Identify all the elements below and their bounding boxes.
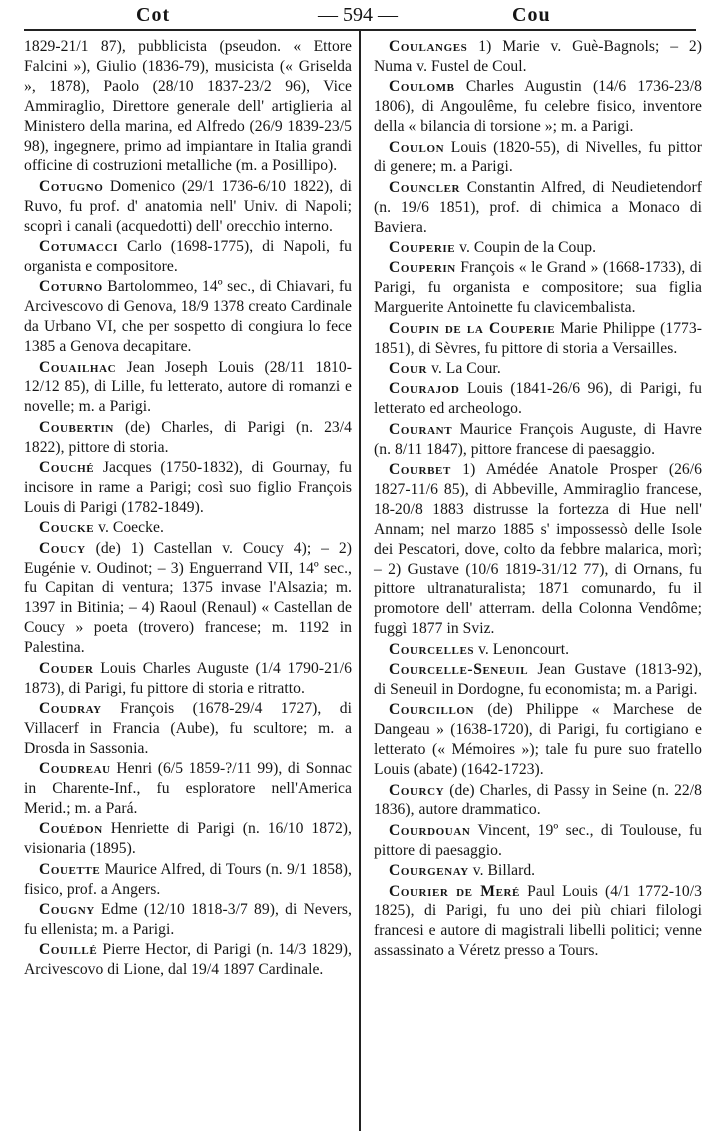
dictionary-entry: Courcillon (de) Philippe « Marchese de Dangeau » (1638-1720), di Parigi, fu cortigiano e letterato (« Mémoires »); tale fu pure suo fratello Louis (abate) (1642-1723). — [374, 701, 702, 779]
entry-headword: Couillé — [39, 941, 98, 959]
header-left-word: Cot — [136, 4, 171, 26]
dictionary-entry: Coucke v. Coecke. — [39, 519, 164, 537]
entry-headword: Coulomb — [389, 78, 455, 96]
entry-headword: Couché — [39, 459, 95, 477]
entry-headword: Coudreau — [39, 760, 111, 778]
entry-headword: Coturno — [39, 278, 103, 296]
dictionary-entry: Courcelle-Seneuil Jean Gustave (1813-92), di Seneuil in Dordogne, fu economista; m. a Parigi. — [374, 661, 703, 698]
dictionary-entry: Couder Louis Charles Auguste (1/4 1790-21/6 1873), di Parigi, fu pittore di storia e ritratto. — [24, 659, 352, 697]
entry-headword: Courgenay — [389, 862, 469, 880]
entry-headword: Courcillon — [389, 701, 475, 719]
entry-headword: Cour — [389, 360, 428, 377]
dictionary-entry: Couperin François « le Grand » (1668-1733), di Parigi, fu organista e compositore; sua figlia Marguerite Antoinette fu clavicembalista. — [374, 259, 702, 317]
column-divider — [359, 31, 361, 1131]
dictionary-entry: Courbet 1) Amédée Anatole Prosper (26/6 1827-11/6 85), di Abbeville, Ammiraglio francese, 18-20/8 1883 distrusse la fortezza di Hue nell' Annam; nel marzo 1885 s' impossessò delle Isole dei Pescatori, dove, colto da febbre malarica, morì; – 2) Gustave (10/6 1819-31/12 77), di Ornans, fu pittore ultranaturalista; 1871 comunardo, fu il promotore dell' atterram. della Colonna Vendôme; fuggì 1877 in Sviz. — [374, 461, 702, 638]
entry-headword: Couailhac — [39, 358, 117, 376]
entry-headword: Courajod — [389, 380, 460, 398]
entry-headword: Coupin de la Couperie — [389, 319, 556, 337]
entry-headword: Couette — [39, 860, 101, 878]
dictionary-entry: Cour v. La Cour. — [389, 360, 501, 377]
dictionary-entry: Courcy (de) Charles, di Passy in Seine (n. 22/8 1836), autore drammatico. — [374, 781, 702, 819]
right-column — [374, 37, 702, 962]
dictionary-entry: Cougny Edme (12/10 1818-3/7 89), di Nevers, fu ellenista; m. a Parigi. — [24, 900, 352, 938]
dictionary-entry: Courier de Meré Paul Louis (4/1 1772-10/3 1825), di Parigi, fu uno dei più chiari filologi francesi e autore di magistrali libelli politici; venne assassinato a Véretz presso a Tours. — [374, 882, 702, 960]
entry-headword: Coubertin — [39, 418, 114, 436]
entry-headword: Coucy — [39, 539, 86, 557]
page-number: — 594 — — [318, 4, 398, 26]
entry-headword: Courcelle-Seneuil — [389, 661, 529, 679]
left-column — [24, 37, 352, 981]
entry-headword: Courant — [389, 420, 453, 438]
dictionary-entry: Cotugno Domenico (29/1 1736-6/10 1822), di Ruvo, fu prof. d' anatomia nell' Univ. di Napoli; scoprì i canali (acquedotti) dell' orecchio interno. — [24, 177, 352, 235]
dictionary-entry: Couette Maurice Alfred, di Tours (n. 9/1 1858), fisico, prof. a Angers. — [24, 860, 352, 898]
dictionary-entry: 1829-21/1 87), pubblicista (pseudon. « Ettore Falcini »), Giulio (1836-79), musicista (« Griselda », 1878), Paolo (28/10 1837-23/2 96), Vice Ammiraglio, Direttore generale dell' artiglieria al Ministero della marina, ed Alfredo (26/9 1839-23/5 98), ingegnere, primo ad impiantare in Italia grandi officine di costruzioni metalliche (m. a Posillipo). — [24, 38, 352, 175]
dictionary-entry: Councler Constantin Alfred, di Neudietendorf (n. 19/6 1851), prof. di chimica a Monaco di Baviera. — [374, 178, 702, 236]
header-right-word: Cou — [512, 4, 551, 26]
dictionary-entry: Coupin de la Couperie Marie Philippe (1773-1851), di Sèvres, fu pittore di storia a Versailles. — [374, 319, 702, 357]
dictionary-entry: Couailhac Jean Joseph Louis (28/11 1810-12/12 85), di Lille, fu letterato, autore di romanzi e novelle; m. a Parigi. — [24, 358, 352, 416]
dictionary-entry: Courajod Louis (1841-26/6 96), di Parigi, fu letterato ed archeologo. — [374, 380, 702, 418]
dictionary-entry: Courdouan Vincent, 19º sec., di Toulouse, fu pittore di paesaggio. — [374, 821, 702, 859]
dictionary-entry: Cotumacci Carlo (1698-1775), di Napoli, fu organista e compositore. — [24, 238, 352, 275]
entry-headword: Couédon — [39, 820, 103, 838]
entry-headword: Couperie — [389, 239, 456, 257]
entry-headword: Coulanges — [389, 38, 468, 55]
dictionary-entry: Couperie v. Coupin de la Coup. — [389, 239, 597, 257]
dictionary-entry: Coucy (de) 1) Castellan v. Coucy 4); – 2) Eugénie v. Oudinot; – 3) Enguerrand VII, 14º sec., fu Capitan di ventura; 1375 invase l'Alsazia; m. 1397 in Bitinia; – 4) Raoul (Renaul) « Castellan de Coucy » poeta (trovero) francese; m. 1192 in Palestina. — [24, 539, 352, 657]
dictionary-entry: Couillé Pierre Hector, di Parigi (n. 14/3 1829), Arcivescovo di Lione, dal 19/4 1897 Cardinale. — [24, 941, 352, 979]
dictionary-entry: Coubertin (de) Charles, di Parigi (n. 23/4 1822), pittore di storia. — [24, 418, 353, 456]
entry-headword: Courdouan — [389, 821, 471, 839]
entry-headword: Cougny — [39, 900, 95, 918]
dictionary-entry: Coudray François (1678-29/4 1727), di Villacerf in Francia (Aube), fu scultore; m. a Drosda in Sassonia. — [24, 699, 352, 757]
entry-headword: Couder — [39, 659, 94, 677]
dictionary-entry: Coulanges 1) Marie v. Guè-Bagnols; – 2) Numa v. Fustel de Coul. — [374, 38, 702, 75]
entry-headword: Cotumacci — [39, 238, 118, 256]
entry-headword: Councler — [389, 178, 461, 196]
entry-headword: Coucke — [39, 519, 95, 537]
entry-headword: Coulon — [389, 138, 445, 156]
entry-headword: Courier de Meré — [389, 882, 520, 900]
dictionary-entry: Couché Jacques (1750-1832), di Gournay, fu incisore in rame a Parigi; così suo figlio François Louis di Parigi (1782-1849). — [24, 459, 352, 516]
dictionary-entry: Coulon Louis (1820-55), di Nivelles, fu pittor di genere; m. a Parigi. — [374, 138, 702, 176]
dictionary-entry: Courgenay v. Billard. — [389, 862, 536, 880]
entry-headword: Coudray — [39, 699, 102, 717]
dictionary-entry: Courant Maurice François Auguste, di Havre (n. 8/11 1847), pittore francese di paesaggio. — [374, 420, 702, 458]
page-header — [0, 0, 718, 30]
dictionary-entry: Coudreau Henri (6/5 1859-?/11 99), di Sonnac in Charente-Inf., fu esploratore nell'America Merid.; m. a Pará. — [24, 760, 352, 817]
entry-headword: Courcy — [389, 781, 445, 799]
dictionary-entry: Courcelles v. Lenoncourt. — [389, 640, 570, 658]
entry-headword: Cotugno — [39, 177, 104, 195]
dictionary-entry: Couédon Henriette di Parigi (n. 16/10 1872), visionaria (1895). — [24, 820, 352, 858]
dictionary-entry: Coturno Bartolommeo, 14º sec., di Chiavari, fu Arcivescovo di Genova, 18/9 1378 creato Cardinale da Urbano VI, che per sospetto di congiura lo fece 1385 a Genova decapitare. — [24, 278, 353, 356]
dictionary-entry: Coulomb Charles Augustin (14/6 1736-23/8 1806), di Angoulême, fu celebre fisico, inventore della « bilancia di torsione »; m. a Parigi. — [374, 78, 702, 136]
entry-headword: Courcelles — [389, 640, 475, 658]
entry-headword: Couperin — [389, 259, 456, 277]
entry-headword: Courbet — [389, 461, 451, 479]
